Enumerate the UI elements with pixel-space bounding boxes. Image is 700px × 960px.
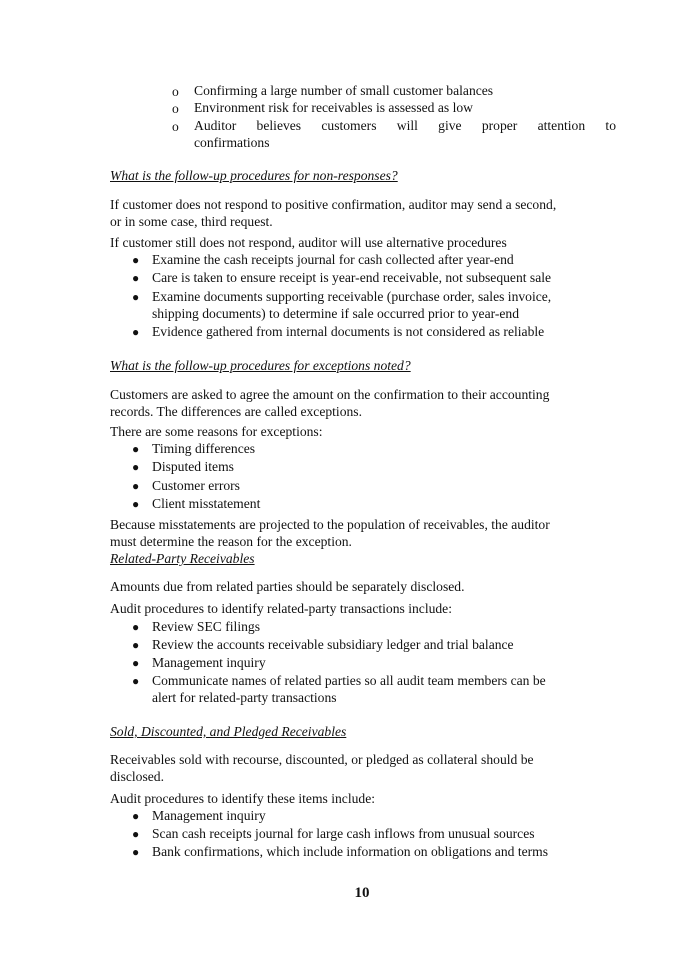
paragraph: If customer still does not respond, auditor will use alternative procedures xyxy=(110,235,507,250)
bullet-icon: ● xyxy=(132,827,140,841)
list-item: Examine the cash receipts journal for cash collected after year-end xyxy=(152,252,514,267)
bullet-icon: ● xyxy=(132,638,140,652)
circle-bullet-icon: o xyxy=(172,84,179,99)
paragraph: If customer does not respond to positive confirmation, auditor may send a second, xyxy=(110,197,557,212)
bullet-icon: ● xyxy=(132,271,140,285)
list-item-continuation: shipping documents) to determine if sale occurred prior to year-end xyxy=(152,306,520,321)
bullet-icon: ● xyxy=(132,253,140,267)
circle-bullet-icon: o xyxy=(172,101,179,116)
list-item: Care is taken to ensure receipt is year-end receivable, not subsequent sale xyxy=(152,270,552,285)
section-heading: Sold, Discounted, and Pledged Receivables xyxy=(110,724,347,739)
paragraph: Because misstatements are projected to the population of receivables, the auditor xyxy=(110,517,550,532)
bullet-icon: ● xyxy=(132,290,140,304)
bullet-icon: ● xyxy=(132,479,140,493)
section-heading: Related-Party Receivables xyxy=(110,551,255,566)
list-item: Management inquiry xyxy=(152,655,266,670)
paragraph: There are some reasons for exceptions: xyxy=(110,424,323,439)
paragraph: Audit procedures to identify related-party transactions include: xyxy=(110,601,452,616)
list-item: Management inquiry xyxy=(152,808,266,823)
list-item: Review SEC filings xyxy=(152,619,260,634)
bullet-icon: ● xyxy=(132,325,140,339)
paragraph: or in some case, third request. xyxy=(110,214,273,229)
list-item: Client misstatement xyxy=(152,496,261,511)
list-item: Confirming a large number of small customer balances xyxy=(194,83,494,98)
list-item: Customer errors xyxy=(152,478,240,493)
list-item: Scan cash receipts journal for large cash inflows from unusual sources xyxy=(152,826,535,841)
bullet-icon: ● xyxy=(132,497,140,511)
bullet-icon: ● xyxy=(132,460,140,474)
list-item-continuation: alert for related-party transactions xyxy=(152,690,337,705)
paragraph: Receivables sold with recourse, discounted, or pledged as collateral should be xyxy=(110,752,534,767)
bullet-icon: ● xyxy=(132,674,140,688)
section-heading: What is the follow-up procedures for exceptions noted? xyxy=(110,358,411,373)
bullet-icon: ● xyxy=(132,845,140,859)
list-item: Disputed items xyxy=(152,459,234,474)
list-item: Examine documents supporting receivable (purchase order, sales invoice, xyxy=(152,289,552,304)
circle-bullet-icon: o xyxy=(172,119,179,134)
paragraph: records. The differences are called exceptions. xyxy=(110,404,362,419)
bullet-icon: ● xyxy=(132,809,140,823)
list-item: Evidence gathered from internal documents is not considered as reliable xyxy=(152,324,545,339)
bullet-icon: ● xyxy=(132,656,140,670)
list-item: Review the accounts receivable subsidiary ledger and trial balance xyxy=(152,637,514,652)
bullet-icon: ● xyxy=(132,620,140,634)
paragraph: Amounts due from related parties should be separately disclosed. xyxy=(110,579,465,594)
section-heading: What is the follow-up procedures for non-responses? xyxy=(110,168,398,183)
paragraph: Audit procedures to identify these items include: xyxy=(110,791,376,806)
paragraph: Customers are asked to agree the amount on the confirmation to their accounting xyxy=(110,387,550,402)
paragraph: disclosed. xyxy=(110,769,164,784)
page-number: 10 xyxy=(354,885,370,901)
list-item: Bank confirmations, which include information on obligations and terms xyxy=(152,844,549,859)
list-item: Communicate names of related parties so all audit team members can be xyxy=(152,673,546,688)
list-item-continuation: confirmations xyxy=(194,135,270,150)
paragraph: must determine the reason for the exception. xyxy=(110,534,352,549)
list-item: Environment risk for receivables is assessed as low xyxy=(194,100,473,115)
list-item: Auditor believes customers will give proper attention to xyxy=(194,118,616,133)
bullet-icon: ● xyxy=(132,442,140,456)
list-item: Timing differences xyxy=(152,441,256,456)
